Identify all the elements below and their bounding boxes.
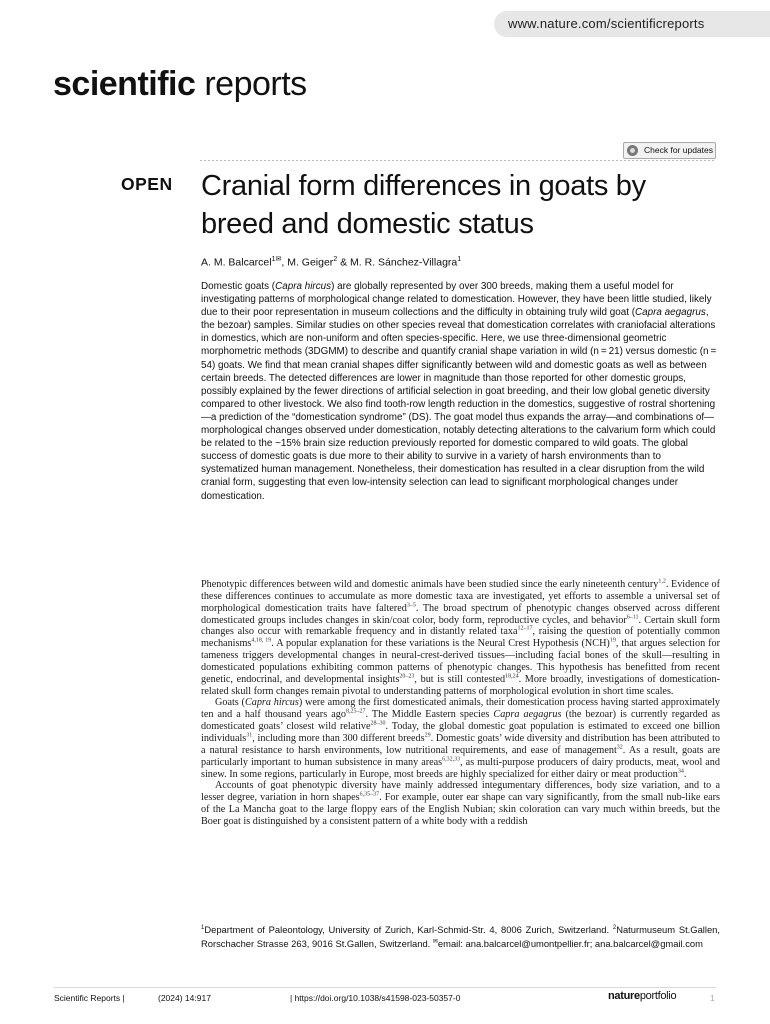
footer-citation: (2024) 14:917 bbox=[158, 993, 211, 1003]
footer-journal: Scientific Reports | bbox=[54, 993, 125, 1003]
publisher-logo bbox=[608, 990, 676, 1002]
citation-link[interactable]: 29 bbox=[424, 732, 431, 739]
body-text: . For example, outer ear shape can vary significantly, from the small nub-like ears of the La Mancha goat to the large floppy ears of the English Nubian; skin coloration can vary much within breeds, but the Boer goat is distinguished by a consistent pattern of a white body with a reddish bbox=[201, 792, 720, 827]
body-text: , but is still contested bbox=[414, 673, 506, 685]
citation-link[interactable]: 20–23 bbox=[399, 673, 415, 680]
species-name: Capra aegagrus bbox=[635, 307, 706, 319]
citation-link[interactable]: 8,25–27 bbox=[345, 708, 366, 715]
citation-link[interactable]: 28–30 bbox=[370, 720, 386, 727]
body-text: . Domestic goats’ wide diversity and distribution has been attributed to a natural resistance to harsh environments, low nutritional requirements, and ease of management bbox=[201, 732, 720, 756]
contact-email[interactable]: email: ana.balcarcel@umontpellier.fr; ana.balcarcel@gmail.com bbox=[437, 938, 703, 950]
footer-doi[interactable]: | https://doi.org/10.1038/s41598-023-50357-0 bbox=[290, 993, 461, 1003]
dotted-divider bbox=[200, 160, 716, 161]
body-text: . More broadly, investigations of domestication-related skull form changes remain pivotal to understanding patterns of morphological evolution in short time scales. bbox=[201, 673, 720, 697]
journal-url-bar[interactable] bbox=[494, 11, 770, 37]
journal-logo-bold: scientific bbox=[53, 65, 196, 103]
author-name[interactable]: , M. Geiger bbox=[281, 256, 334, 269]
article-title: Cranial form differences in goats by breed and domestic status bbox=[201, 170, 646, 240]
affiliations-footnote bbox=[201, 922, 720, 950]
species-name: Capra aegagrus bbox=[493, 709, 562, 721]
page-number: 1 bbox=[710, 993, 715, 1003]
body-text: , as multi-purpose producers of dairy products, meat, wool and sinew. In some regions, particularly in Europe, most breeds are highly specialized for either dairy or meat production bbox=[201, 756, 720, 780]
citation-link[interactable]: 6–11 bbox=[626, 614, 639, 621]
abstract-text: ) are globally represented by over 300 breeds, making them a useful model for investigating patterns of morphological change related to domestication. However, they have been little studied, likely due to their poor representation in museum collections and the difficulty in obtaining truly wild goat ( bbox=[201, 281, 712, 319]
body-text: Goats ( bbox=[215, 697, 245, 709]
body-text: (the bezoar) is currently regarded as domesticated goats’ closest wild relative bbox=[201, 709, 720, 733]
author-affiliation: 1 bbox=[457, 256, 462, 263]
author-affiliation: 1✉ bbox=[271, 256, 282, 263]
body-text: , that argues selection for tameness triggers developmental changes in neural-crest-derived tissues—including facial bones of the skull—resulting in domesticated populations exhibiting common patterns of phenotypic changes. This hypothesis has benefitted from recent genetic, endocrinal, and developmental insights bbox=[201, 638, 720, 685]
body-text: . The broad spectrum of phenotypic changes observed across different domesticated groups includes changes in skin/coat color, body form, reproductive cycles, and behavior bbox=[201, 602, 720, 626]
citation-link[interactable]: 6,32,33 bbox=[442, 756, 461, 763]
citation-link[interactable]: 4,18, 19 bbox=[251, 637, 272, 644]
author-name[interactable]: A. M. Balcarcel bbox=[201, 256, 272, 269]
body-text: ) were among the first domesticated animals, their domestication process having started approximately ten and a half thousand years ago bbox=[201, 697, 720, 721]
body-text: . Certain skull form changes also occur with remarkable frequency and in distantly related taxa bbox=[201, 614, 720, 638]
journal-logo bbox=[53, 64, 307, 104]
citation-link[interactable]: 19 bbox=[609, 637, 616, 644]
abstract bbox=[201, 280, 721, 503]
body-text: , raising the question of potentially common mechanisms bbox=[201, 626, 721, 650]
footer-divider bbox=[54, 987, 716, 988]
email-icon: ✉ bbox=[432, 939, 438, 946]
body-text: . bbox=[683, 768, 687, 780]
author-name[interactable]: & M. R. Sánchez-Villagra bbox=[337, 256, 458, 269]
citation-link[interactable]: 12–17 bbox=[517, 625, 533, 632]
affiliation-text: Naturmuseum St.Gallen, Rorschacher Strasse 263, 9016 St.Gallen, Switzerland. bbox=[201, 924, 720, 950]
journal-logo-light: reports bbox=[204, 65, 307, 103]
citation-link[interactable]: 3–5 bbox=[406, 602, 416, 609]
open-access-label: OPEN bbox=[121, 174, 173, 194]
citation-link[interactable]: 31 bbox=[246, 732, 253, 739]
body-paragraph bbox=[201, 579, 720, 697]
body-paragraph bbox=[201, 780, 720, 827]
journal-url[interactable]: www.nature.com/scientificreports bbox=[508, 16, 705, 31]
body-text: . Evidence of these differences continues to accumulate as more domestic taxa are investigated, yet efforts to assemble a universal set of morphological domestication traits have faltered bbox=[201, 579, 720, 614]
citation-link[interactable]: 6,35–37 bbox=[359, 791, 380, 798]
affiliation-marker: 2 bbox=[612, 925, 617, 931]
body-text: . Today, the global domestic goat population is estimated to exceed one billion individuals bbox=[201, 721, 720, 744]
citation-link[interactable]: 34 bbox=[677, 768, 684, 775]
abstract-text: Domestic goats ( bbox=[201, 281, 276, 292]
publisher-logo-light: portfolio bbox=[639, 990, 677, 1002]
citation-link[interactable]: 1,2 bbox=[658, 578, 666, 585]
species-name: Capra hircus bbox=[244, 697, 299, 709]
crossmark-icon bbox=[627, 145, 638, 156]
body-text: . The Middle Eastern species bbox=[365, 709, 494, 721]
body-text: Phenotypic differences between wild and domestic animals have been studied since the early nineteenth century bbox=[201, 579, 659, 590]
citation-link[interactable]: 32 bbox=[616, 744, 623, 751]
abstract-text: , the bezoar) samples. Similar studies on other species reveal that domestication correlates with craniofacial alterations in domestics, which are non-uniform and often species-specific. Here, we use three-dimensional geometric morphometric methods (3DGMM) to describe and quantify cranial shape variation in wild (n = 21) versus domestic (n = 54) goats. We find that mean cranial shapes differ significantly between wild and domestic goats as well as between certain breeds. The detected differences are lower in magnitude than those reported for other domestic groups, possibly explained by the fewer directions of artificial selection in goat breeding, and their low global genetic diversity compared to other livestock. We also find tooth-row length reduction in the domestics, suggestive of rostral shortening—a prediction of the “domestication syndrome” (DS). The goat model thus expands the array—and combinations of—morphological changes observed under domestication, notably detecting alterations to the calvarium form which could be related to the ~15% brain size reduction previously reported for domestic compared to wild goats. The global success of domestic goats is due more to their ability to survive in a variety of harsh environments than to systematized human management. Nonetheless, their domestication has resulted in a clear disruption from the wild cranial form, suggesting that even low-intensity selection can lead to significant morphological changes under domestication. bbox=[201, 307, 719, 502]
affiliation-marker: 1 bbox=[201, 925, 205, 931]
citation-link[interactable]: 18,24 bbox=[505, 673, 519, 680]
publisher-logo-bold: nature bbox=[608, 990, 640, 1002]
author-list bbox=[201, 255, 461, 269]
species-name: Capra hircus bbox=[275, 281, 332, 292]
author-affiliation: 2 bbox=[333, 256, 338, 263]
article-body bbox=[201, 579, 720, 828]
affiliation-text: Department of Paleontology, University of Zurich, Karl-Schmid-Str. 4, 8006 Zurich, Switzerland. bbox=[204, 924, 613, 936]
body-text: , including more than 300 different breeds bbox=[252, 732, 425, 744]
body-paragraph bbox=[201, 697, 720, 780]
body-text: . As a result, goats are particularly important to human subsistence in many areas bbox=[201, 744, 720, 768]
body-text: . A popular explanation for these variations is the Neural Crest Hypothesis (NCH) bbox=[271, 638, 610, 650]
check-updates-label: Check for updates bbox=[644, 145, 713, 155]
check-updates-button[interactable] bbox=[623, 142, 716, 159]
body-text: Accounts of goat phenotypic diversity have mainly addressed integumentary differences, body size variation, and to a lesser degree, variation in horn shapes bbox=[201, 780, 720, 804]
